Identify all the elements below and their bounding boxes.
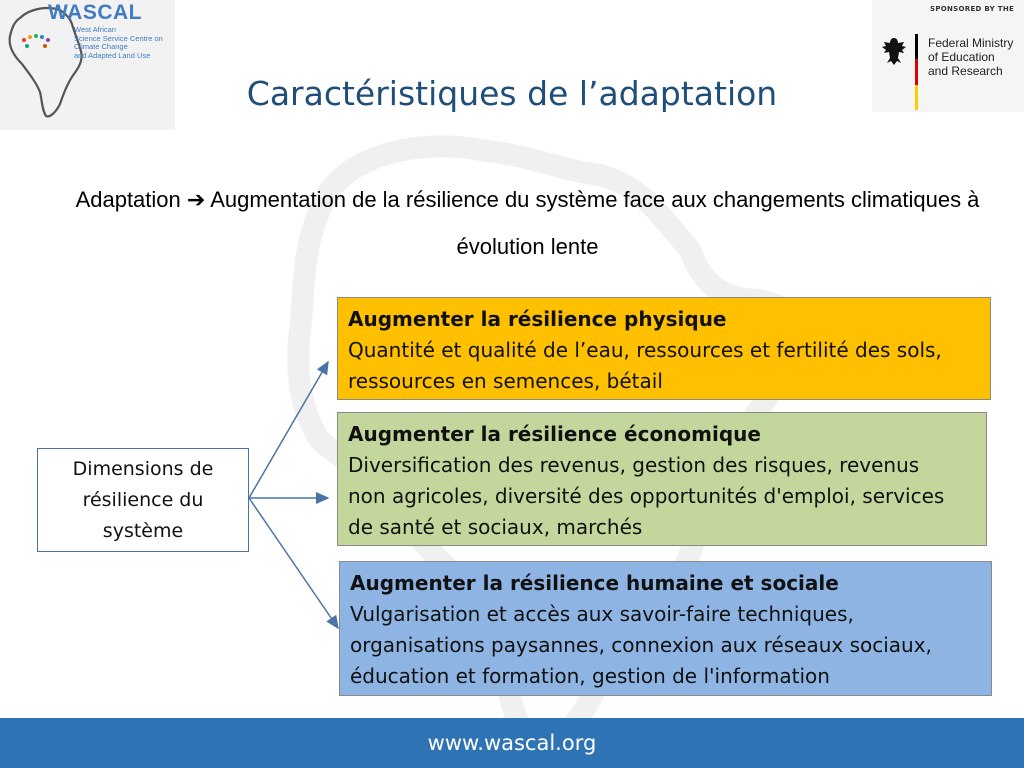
human-social-resilience-text: Vulgarisation et accès aux savoir-faire techniques, organisations paysannes, connexion aux réseaux sociaux, éducation et formation, gestion de l'information	[350, 602, 932, 688]
physical-resilience-text: Quantité et qualité de l’eau, ressources et fertilité des sols, ressources en semences, bétail	[348, 338, 942, 393]
subtitle-body: Augmentation de la résilience du système face aux changements climatiques à évolution lente	[205, 187, 980, 259]
ministry-name: Federal Ministry of Education and Research	[928, 36, 1014, 78]
human-social-resilience-heading: Augmenter la résilience humaine et sociale	[350, 571, 839, 595]
wascal-tagline: West African Science Service Centre on Climate Change and Adapted Land Use	[74, 25, 163, 60]
sponsor-label: SPONSORED BY THE	[930, 5, 1015, 13]
arrow-to-human-social	[249, 498, 338, 628]
physical-resilience-box	[337, 297, 991, 400]
subtitle-lead: Adaptation	[75, 187, 187, 212]
human-social-resilience-box	[339, 561, 992, 696]
arrow-right-icon: ➔	[186, 187, 206, 212]
page-title: Caractéristiques de l’adaptation	[246, 74, 778, 113]
website-link[interactable]: www.wascal.org	[427, 731, 597, 755]
economic-resilience-box	[337, 412, 987, 546]
wascal-wordmark: WASCAL	[48, 1, 142, 24]
physical-resilience-heading: Augmenter la résilience physique	[348, 307, 727, 331]
economic-resilience-text: Diversification des revenus, gestion des risques, revenus non agricoles, diversité des opportunités d'emploi, services de santé et sociaux, marchés	[348, 453, 945, 539]
economic-resilience-heading: Augmenter la résilience économique	[348, 422, 761, 446]
dimensions-box: Dimensions de résilience du système	[37, 448, 249, 552]
arrow-to-physical	[249, 362, 328, 498]
